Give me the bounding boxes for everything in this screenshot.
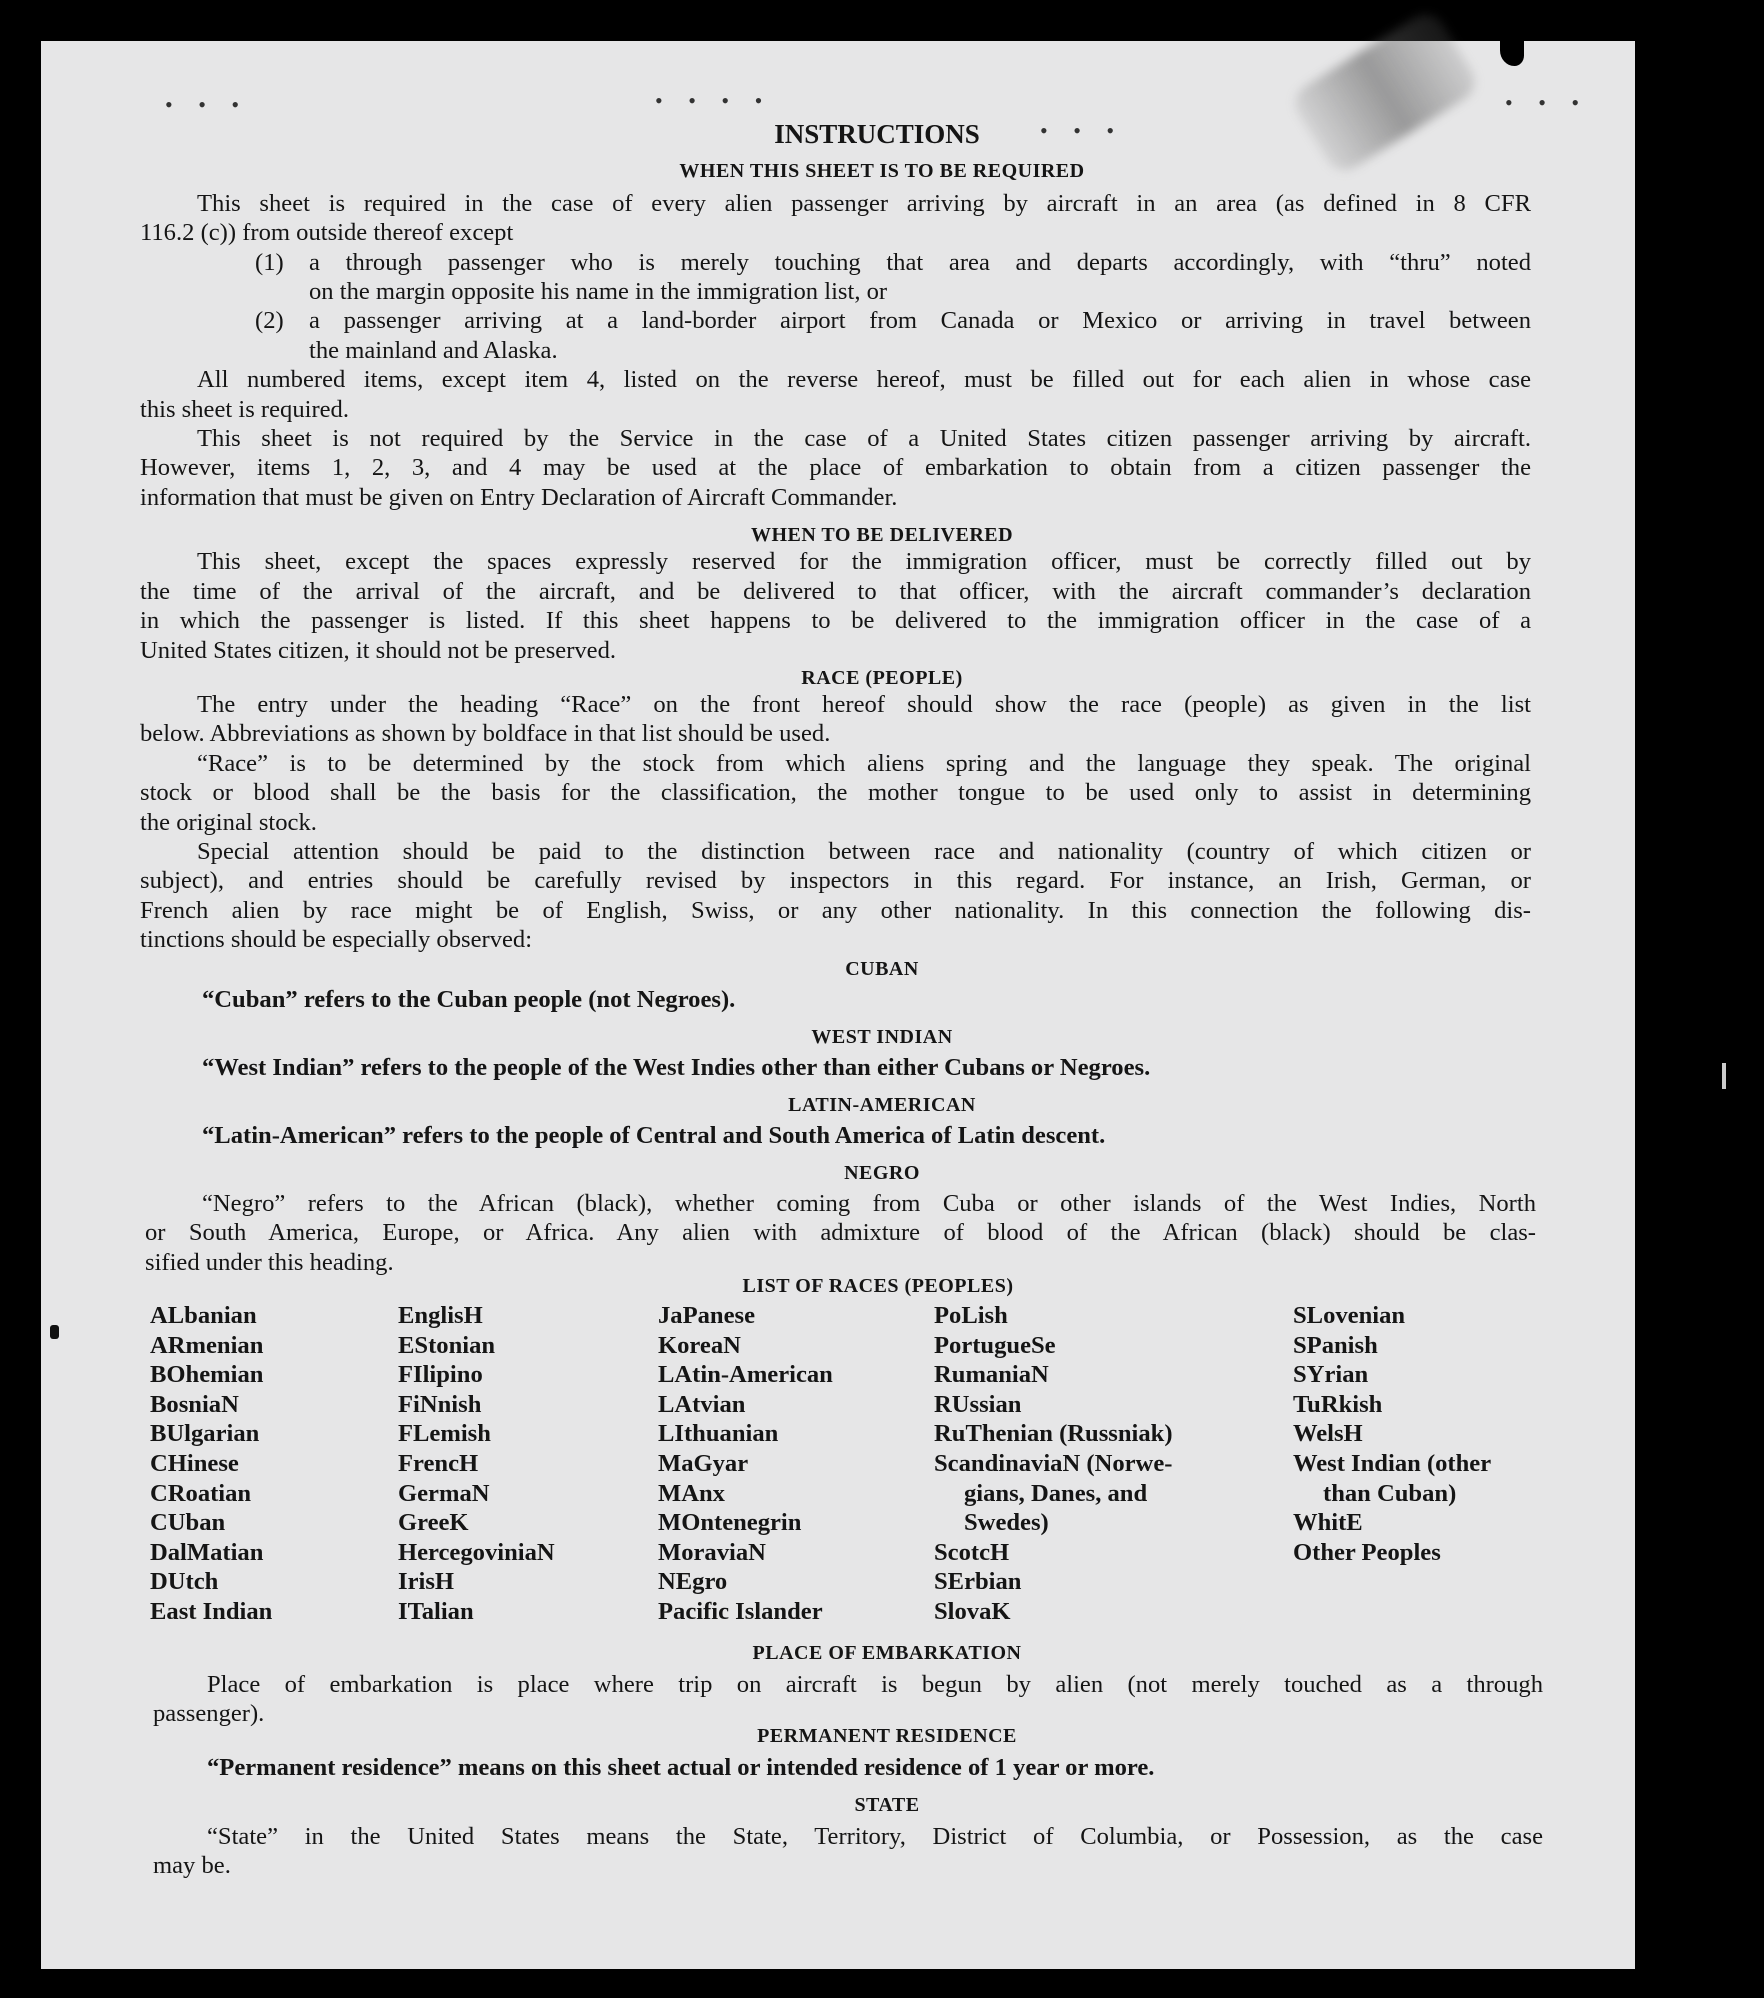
race-item: DalMatian <box>150 1538 264 1566</box>
section-heading-state: STATE <box>854 1794 920 1816</box>
race-item: EnglisH <box>398 1302 483 1329</box>
text-line: this sheet is required. <box>140 396 349 423</box>
text-line: the mainland and Alaska. <box>309 337 558 364</box>
text-line: or South America, Europe, or Africa. Any alien with admixture of blood of the African (black) should be clas- <box>145 1219 1536 1246</box>
race-item: MAnx <box>658 1479 725 1507</box>
race-item: LIthuanian <box>658 1420 779 1448</box>
text-line: “Cuban” refers to the Cuban people (not Negroes). <box>202 986 736 1013</box>
race-item: SLovenian <box>1293 1302 1406 1329</box>
text-line: “State” in the United States means the State, Territory, District of Columbia, or Possession, as the case <box>207 1823 1543 1850</box>
race-item: PortugueSe <box>934 1331 1056 1359</box>
race-item: FIlipino <box>398 1361 483 1389</box>
section-heading-negro: NEGRO <box>844 1162 920 1184</box>
race-item: DUtch <box>150 1568 219 1596</box>
text-line: This sheet, except the spaces expressly reserved for the immigration officer, must be correctly filled out by <box>197 548 1531 575</box>
race-item: CUban <box>150 1509 226 1537</box>
race-item: Pacific Islander <box>658 1598 823 1625</box>
race-item: gians, Danes, and <box>964 1479 1148 1507</box>
race-item: East Indian <box>150 1598 273 1625</box>
margin-mark <box>50 1325 59 1339</box>
section-heading-latin-american: LATIN-AMERICAN <box>788 1094 976 1116</box>
section-heading-delivered: WHEN TO BE DELIVERED <box>750 524 1014 546</box>
section-heading-race: RACE (PEOPLE) <box>801 667 963 689</box>
race-item: SYrian <box>1293 1361 1369 1389</box>
section-heading-residence: PERMANENT RESIDENCE <box>757 1725 1017 1747</box>
decorative-dots: • • • <box>1040 118 1125 143</box>
race-item: Other Peoples <box>1293 1538 1441 1566</box>
text-line: below. Abbreviations as shown by boldface in that list should be used. <box>140 720 831 747</box>
race-item: ScandinaviaN (Norwe- <box>934 1450 1173 1477</box>
section-heading-cuban: CUBAN <box>845 958 919 980</box>
race-item: HercegoviniaN <box>398 1538 555 1566</box>
text-line: This sheet is not required by the Service in the case of a United States citizen passenger arriving by aircraft. <box>197 425 1531 452</box>
race-item: FrencH <box>398 1450 479 1477</box>
race-item: NEgro <box>658 1568 728 1596</box>
race-item: SErbian <box>934 1568 1022 1596</box>
race-item: PoLish <box>934 1302 1008 1329</box>
text-line: a through passenger who is merely touching that area and departs accordingly, with “thru” noted <box>309 249 1531 276</box>
text-line: All numbered items, except item 4, listed on the reverse hereof, must be filled out for each alien in whose case <box>197 366 1531 393</box>
race-item: GermaN <box>398 1479 490 1507</box>
section-heading-west-indian: WEST INDIAN <box>811 1026 953 1048</box>
race-item: MOntenegrin <box>658 1509 802 1537</box>
text-line: The entry under the heading “Race” on the front hereof should show the race (people) as given in the list <box>197 691 1531 718</box>
text-line: However, items 1, 2, 3, and 4 may be used at the place of embarkation to obtain from a citizen passenger the <box>140 454 1531 481</box>
text-line: subject), and entries should be carefully revised by inspectors in this regard. For instance, an Irish, German, or <box>140 867 1531 894</box>
decorative-dots: • • • • <box>655 88 773 113</box>
text-line: sified under this heading. <box>145 1249 394 1276</box>
text-line: French alien by race might be of English, Swiss, or any other nationality. In this connection the following dis- <box>140 897 1531 924</box>
text-line: This sheet is required in the case of every alien passenger arriving by aircraft in an area (as defined in 8 CFR <box>197 190 1531 217</box>
race-item: ALbanian <box>150 1302 257 1329</box>
race-item: RUssian <box>934 1390 1022 1418</box>
binding-mark <box>1722 1063 1726 1089</box>
race-item: WhitE <box>1293 1509 1363 1537</box>
race-item: WelsH <box>1293 1420 1363 1448</box>
race-item: IrisH <box>398 1568 455 1596</box>
text-line: passenger). <box>153 1700 265 1727</box>
section-heading-required: WHEN THIS SHEET IS TO BE REQUIRED <box>679 160 1085 182</box>
race-item: LAtvian <box>658 1390 746 1418</box>
text-line: a passenger arriving at a land-border airport from Canada or Mexico or arriving in travel between <box>309 307 1531 334</box>
race-item: MoraviaN <box>658 1538 766 1566</box>
race-item: MaGyar <box>658 1450 749 1477</box>
race-item: BosniaN <box>150 1390 239 1418</box>
race-item: West Indian (other <box>1293 1450 1492 1477</box>
race-item: JaPanese <box>658 1302 755 1329</box>
race-item: Swedes) <box>964 1509 1049 1537</box>
race-item: GreeK <box>398 1509 469 1537</box>
race-item: than Cuban) <box>1323 1479 1457 1507</box>
race-item: BOhemian <box>150 1361 264 1389</box>
text-line: on the margin opposite his name in the immigration list, or <box>309 278 888 305</box>
text-line: United States citizen, it should not be preserved. <box>140 637 617 664</box>
race-item: EStonian <box>398 1331 496 1359</box>
item-number: (2) <box>255 307 284 334</box>
race-item: BUlgarian <box>150 1420 260 1448</box>
race-item: ITalian <box>398 1598 474 1625</box>
text-line: tinctions should be especially observed: <box>140 926 533 953</box>
text-line: 116.2 (c)) from outside thereof except <box>140 219 514 246</box>
race-item: FLemish <box>398 1420 491 1448</box>
race-item: ScotcH <box>934 1538 1010 1566</box>
race-item: SlovaK <box>934 1598 1011 1625</box>
text-line: the time of the arrival of the aircraft, and be delivered to that officer, with the aircraft commander’s declaration <box>140 578 1531 605</box>
race-item: KoreaN <box>658 1331 741 1359</box>
text-line: “West Indian” refers to the people of the West Indies other than either Cubans or Negroes. <box>202 1054 1151 1081</box>
text-line: Place of embarkation is place where trip on aircraft is begun by alien (not merely touched as a through <box>207 1671 1543 1698</box>
text-line: in which the passenger is listed. If this sheet happens to be delivered to the immigration officer in the case of a <box>140 607 1531 634</box>
race-item: RuThenian (Russniak) <box>934 1420 1173 1448</box>
text-line: information that must be given on Entry Declaration of Aircraft Commander. <box>140 484 898 511</box>
text-line: “Race” is to be determined by the stock from which aliens spring and the language they speak. The original <box>197 750 1531 777</box>
race-item: CHinese <box>150 1450 239 1477</box>
race-item: FiNnish <box>398 1390 482 1418</box>
text-line: the original stock. <box>140 809 317 836</box>
race-item: SPanish <box>1293 1331 1378 1359</box>
section-heading-embarkation: PLACE OF EMBARKATION <box>752 1642 1022 1664</box>
race-item: CRoatian <box>150 1479 252 1507</box>
race-list-heading: LIST OF RACES (PEOPLES) <box>742 1275 1014 1297</box>
decorative-dots: • • • <box>1505 90 1590 115</box>
text-line: “Latin-American” refers to the people of Central and South America of Latin descent. <box>202 1122 1106 1149</box>
page-title: INSTRUCTIONS <box>774 119 980 149</box>
text-line: Special attention should be paid to the distinction between race and nationality (country of which citizen or <box>197 838 1531 865</box>
text-line: stock or blood shall be the basis for the classification, the mother tongue to be used only to assist in determining <box>140 779 1531 806</box>
text-line: may be. <box>153 1852 231 1879</box>
text-line: “Negro” refers to the African (black), whether coming from Cuba or other islands of the West Indies, North <box>202 1190 1536 1217</box>
race-item: LAtin-American <box>658 1361 833 1389</box>
decorative-dots: • • • <box>165 92 250 117</box>
race-item: TuRkish <box>1293 1390 1383 1418</box>
text-line: “Permanent residence” means on this sheet actual or intended residence of 1 year or more. <box>207 1754 1155 1781</box>
item-number: (1) <box>255 249 284 276</box>
race-item: ARmenian <box>150 1331 264 1359</box>
race-item: RumaniaN <box>934 1361 1049 1389</box>
